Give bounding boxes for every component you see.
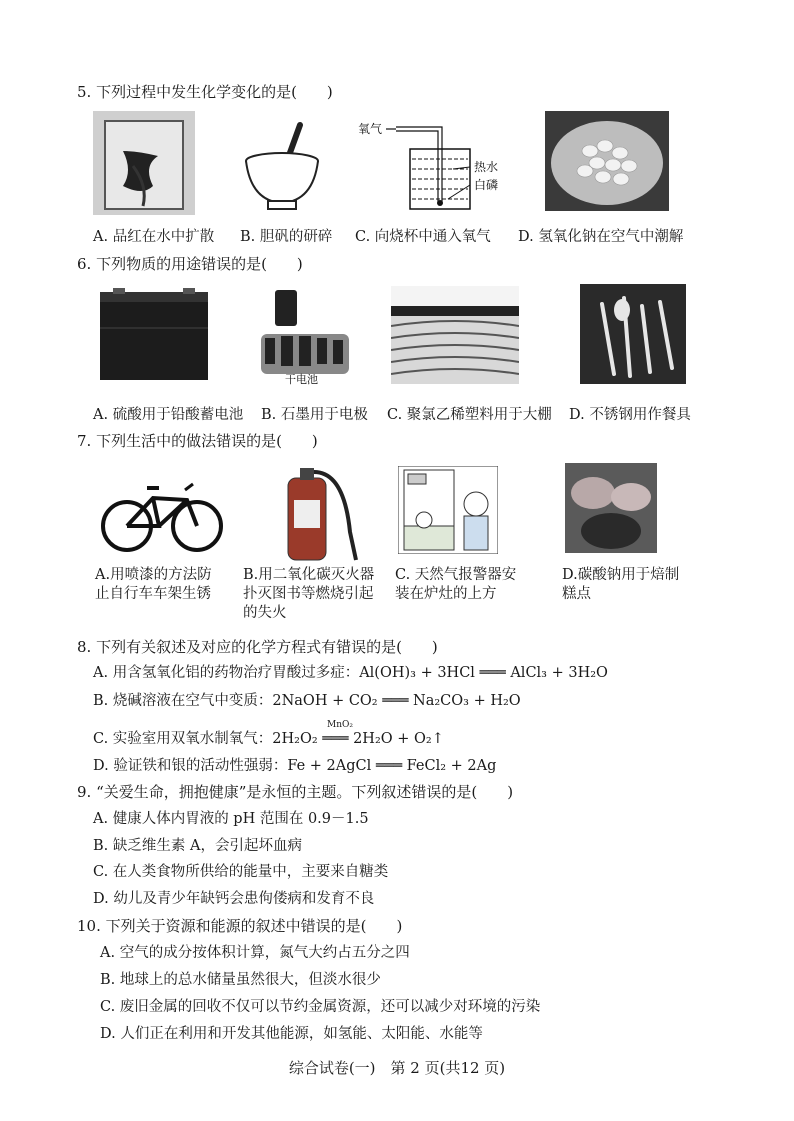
- q5-option-a: A. 品红在水中扩散: [93, 229, 215, 245]
- q5-option-c: C. 向烧杯中通入氧气: [355, 229, 491, 245]
- q6-option-a: A. 硫酸用于铅酸蓄电池: [93, 407, 244, 423]
- question-9-stem: 9. “关爱生命，拥抱健康”是永恒的主题。下列叙述错误的是( ): [77, 783, 514, 801]
- q8-option-a: A. 用含氢氧化铝的药物治疗胃酸过多症：Al(OH)₃ + 3HCl ═══ AlCl₃ + 3H₂O: [93, 665, 608, 681]
- co2-fire-extinguisher-image: [280, 464, 360, 562]
- stainless-cutlery-image: [580, 284, 686, 384]
- question-7-stem: 7. 下列生活中的做法错误的是( ): [77, 432, 318, 450]
- q7-option-c: C. 天然气报警器安装在炉灶的上方: [395, 567, 517, 602]
- q8-catalyst-label: MnO₂: [327, 720, 353, 730]
- gas-alarm-kitchen-image: [398, 466, 498, 554]
- greenhouse-film-image: [391, 286, 519, 384]
- page-footer: 综合试卷(一) 第 2 页(共12 页): [288, 1059, 506, 1077]
- mortar-pestle-image: [242, 121, 324, 213]
- lead-acid-battery-image: [95, 288, 213, 384]
- q7-option-a: A.用喷漆的方法防止自行车车架生锈: [95, 567, 212, 602]
- q8-option-c: C. 实验室用双氧水制氧气：2H₂O₂ ═══ 2H₂O + O₂↑: [93, 731, 444, 747]
- question-8-stem: 8. 下列有关叙述及对应的化学方程式有错误的是( ): [77, 638, 438, 656]
- dry-cell-battery-image: [255, 286, 355, 386]
- q5-option-d: D. 氢氧化钠在空气中潮解: [518, 229, 684, 245]
- q10-option-c: C. 废旧金属的回收不仅可以节约金属资源，还可以减少对环境的污染: [100, 999, 541, 1015]
- q7-option-b: B.用二氧化碳灭火器扑灭图书等燃烧引起的失火: [243, 567, 375, 621]
- question-10-stem: 10. 下列关于资源和能源的叙述中错误的是( ): [77, 917, 403, 935]
- dry-cell-label: 干电池: [285, 373, 318, 386]
- q6-option-c: C. 聚氯乙稀塑料用于大棚: [387, 407, 552, 423]
- q8-option-b: B. 烧碱溶液在空气中变质：2NaOH + CO₂ ═══ Na₂CO₃ + H₂O: [93, 693, 521, 709]
- bicycle-image: [101, 476, 223, 554]
- hot-water-label: 热水: [474, 160, 498, 174]
- q9-option-a: A. 健康人体内胃液的 pH 范围在 0.9－1.5: [93, 811, 369, 827]
- q6-option-d: D. 不锈钢用作餐具: [569, 407, 691, 423]
- q10-option-b: B. 地球上的总水储量虽然很大，但淡水很少: [100, 972, 381, 988]
- pastry-image: [565, 463, 657, 553]
- q10-option-d: D. 人们正在利用和开发其他能源，如氢能、太阳能、水能等: [100, 1026, 483, 1042]
- q9-option-d: D. 幼儿及青少年缺钙会患佝偻病和发育不良: [93, 891, 375, 907]
- q10-option-a: A. 空气的成分按体积计算，氮气大约占五分之四: [100, 945, 410, 961]
- phosphorus-label: 白磷: [474, 178, 498, 192]
- q6-option-b: B. 石墨用于电极: [261, 407, 368, 423]
- q5-option-b: B. 胆矾的研碎: [240, 229, 333, 245]
- oxygen-label: 氧气: [358, 122, 383, 136]
- question-5-stem: 5. 下列过程中发生化学变化的是( ): [77, 83, 333, 101]
- beaker-dye-diffusion-image: [93, 111, 195, 215]
- oxygen-beaker-diagram: [358, 119, 498, 215]
- sodium-hydroxide-pellets-image: [545, 111, 669, 211]
- q9-option-c: C. 在人类食物所供给的能量中，主要来自糖类: [93, 864, 389, 880]
- q8-option-d: D. 验证铁和银的活动性强弱：Fe + 2AgCl ═══ FeCl₂ + 2Ag: [93, 758, 497, 774]
- q9-option-b: B. 缺乏维生素 A，会引起坏血病: [93, 838, 302, 854]
- question-6-stem: 6. 下列物质的用途错误的是( ): [77, 255, 303, 273]
- q7-option-d: D.碳酸钠用于焙制糕点: [562, 567, 680, 602]
